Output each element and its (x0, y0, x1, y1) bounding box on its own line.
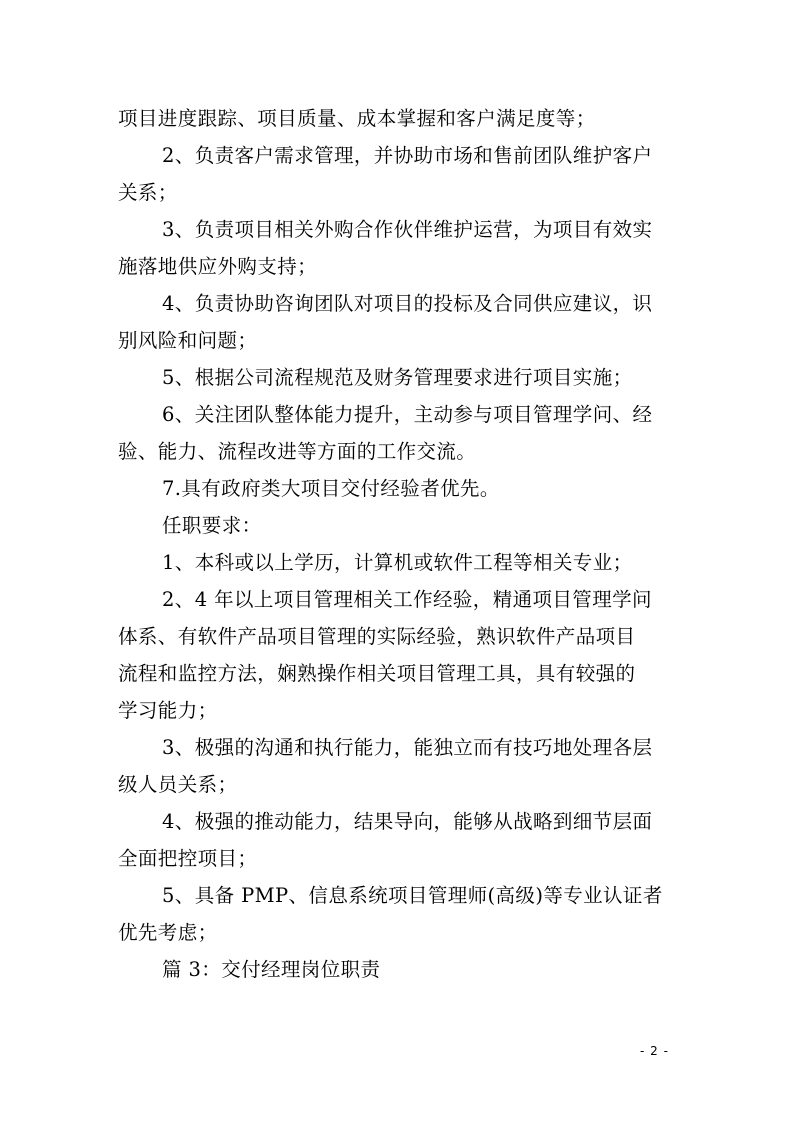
text-line: 3、极强的沟通和执行能力，能独立而有技巧地处理各层 (162, 736, 653, 759)
text-line: 施落地供应外购支持； (118, 255, 318, 278)
section-heading: 任职要求： (162, 514, 262, 537)
text-line: 7.具有政府类大项目交付经验者优先。 (162, 477, 500, 500)
text-line: 项目进度跟踪、项目质量、成本掌握和客户满足度等； (118, 107, 596, 130)
page-number: - 2 - (640, 1044, 669, 1058)
text-line: 关系； (118, 181, 178, 204)
text-line: 5、具备 PMP、信息系统项目管理师(高级)等专业认证者 (162, 884, 663, 907)
text-line: 验、能力、流程改进等方面的工作交流。 (118, 440, 477, 463)
text-line: 6、关注团队整体能力提升，主动参与项目管理学问、经 (162, 403, 653, 426)
text-line: 1、本科或以上学历，计算机或软件工程等相关专业； (162, 551, 633, 574)
text-line: 4、负责协助咨询团队对项目的投标及合同供应建议，识 (162, 292, 653, 315)
text-line: 2、负责客户需求管理，并协助市场和售前团队维护客户 (162, 144, 653, 167)
text-line: 体系、有软件产品项目管理的实际经验，熟识软件产品项目 (118, 625, 636, 648)
text-line: 全面把控项目； (118, 847, 258, 870)
text-line: 学习能力； (118, 699, 218, 722)
text-line: 3、负责项目相关外购合作伙伴维护运营，为项目有效实 (162, 218, 653, 241)
text-line: 别风险和问题； (118, 329, 258, 352)
text-line: 4、极强的推动能力，结果导向，能够从战略到细节层面 (162, 810, 653, 833)
text-line: 5、根据公司流程规范及财务管理要求进行项目实施； (162, 366, 633, 389)
text-line: 级人员关系； (118, 773, 238, 796)
text-line: 2、4 年以上项目管理相关工作经验，精通项目管理学问 (162, 588, 652, 611)
section-heading: 篇 3：交付经理岗位职责 (162, 958, 381, 981)
text-line: 流程和监控方法，娴熟操作相关项目管理工具，具有较强的 (118, 662, 636, 685)
text-line: 优先考虑； (118, 921, 218, 944)
document-body (118, 100, 678, 988)
